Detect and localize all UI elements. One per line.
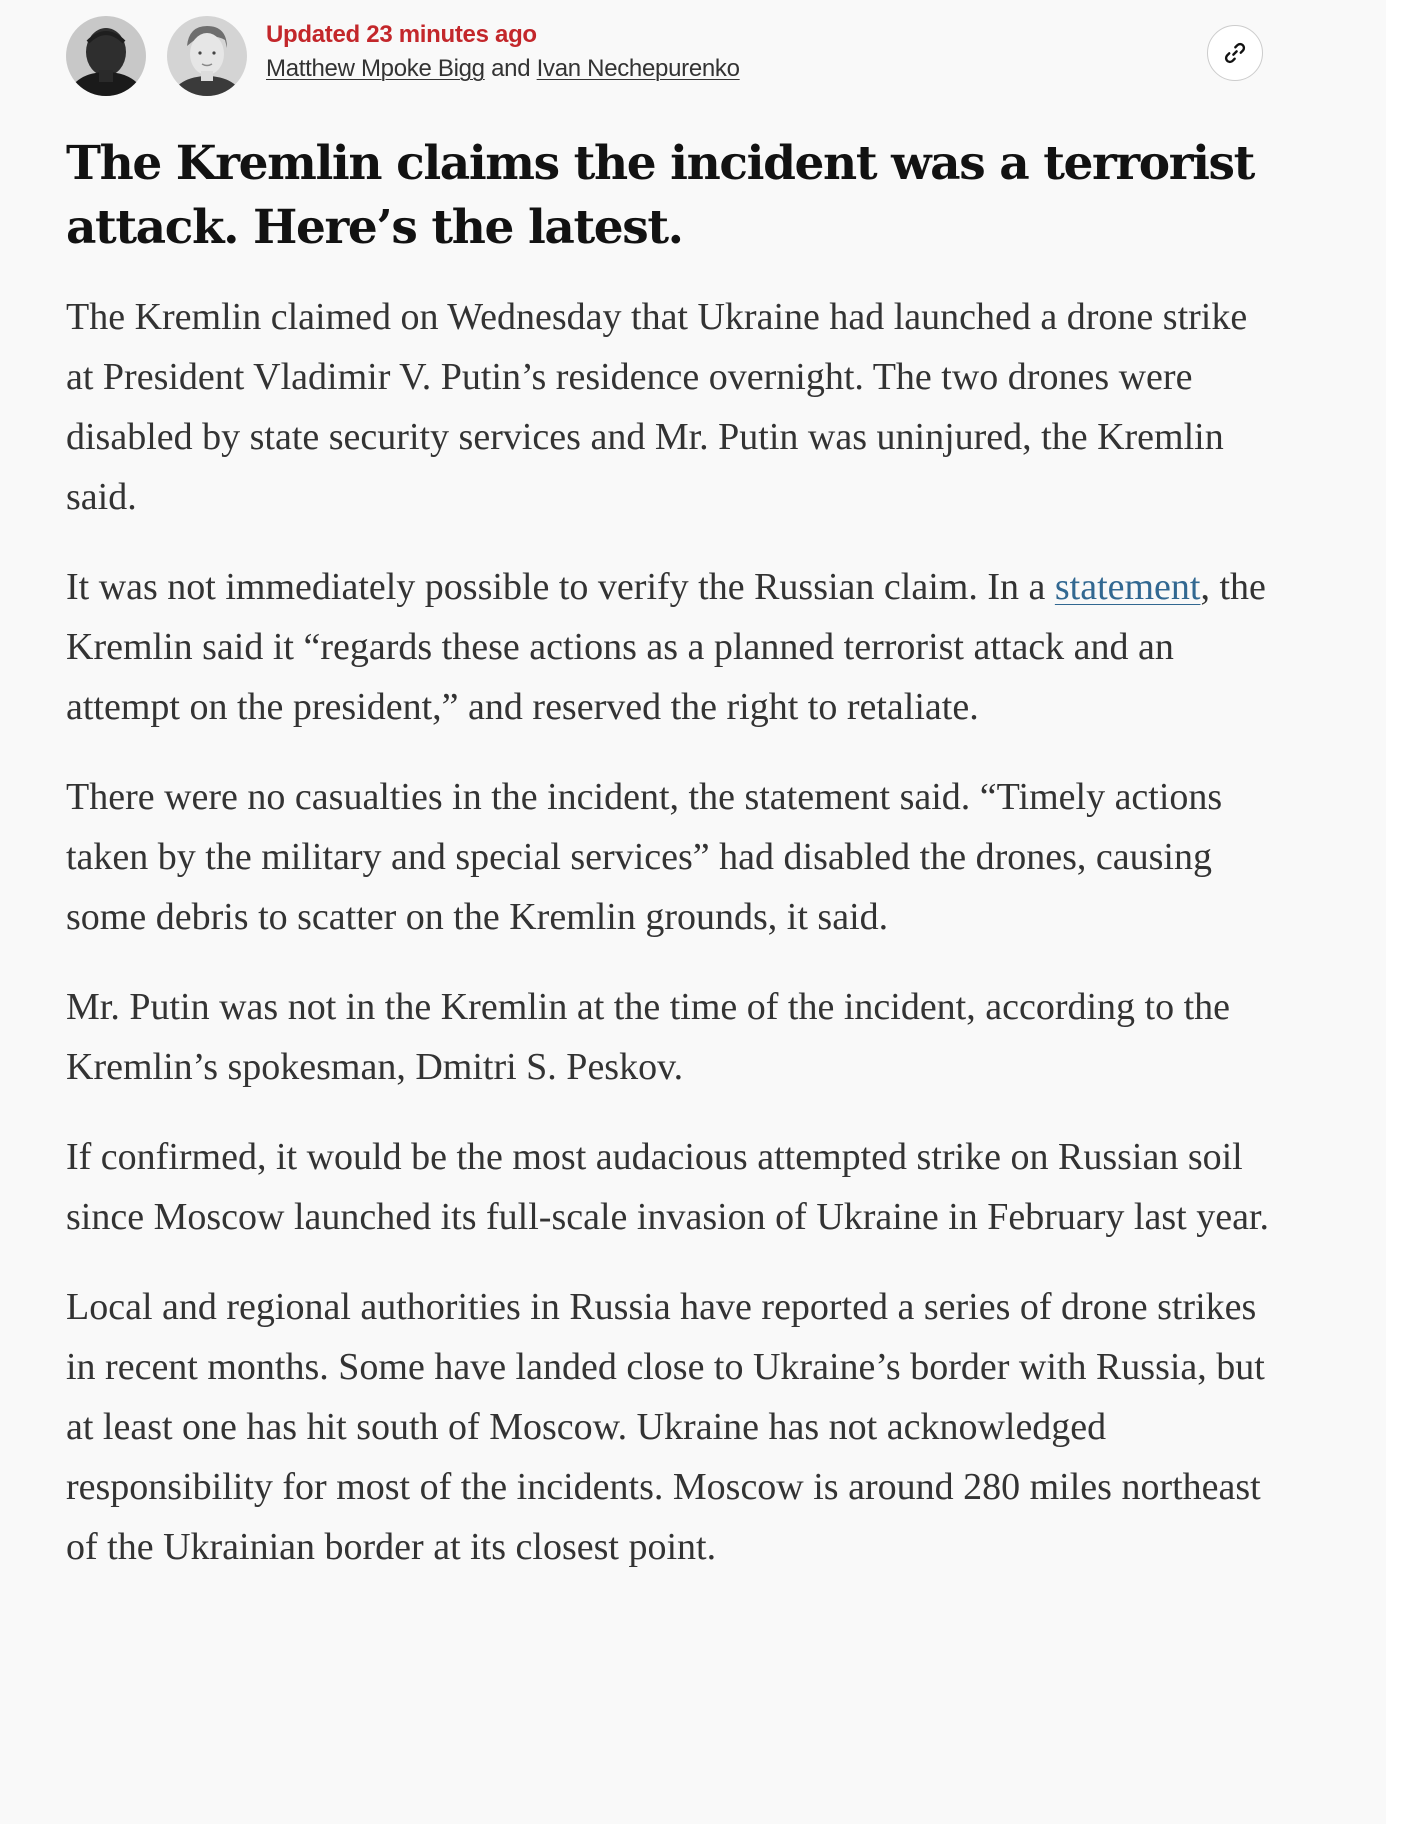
author-link-matthew[interactable]: Matthew Mpoke Bigg [266,55,485,82]
statement-link[interactable]: statement [1054,566,1201,608]
updated-timestamp: Updated 23 minutes ago [266,21,537,48]
author-avatar-ivan[interactable] [167,16,247,96]
article-paragraph-1: The Kremlin claimed on Wednesday that Ukraine had launched a drone strike at President Vladimir V. Putin’s residence overnight. The two drones were disabled by state security services and Mr. Putin was uninjured, the Kremlin said. [66,296,1248,518]
article-paragraph-6: Local and regional authorities in Russia have reported a series of drone strikes in recent months. Some have landed close to Ukraine’s border with Russia, but at least one has hit south of Moscow. Ukraine has not acknowledged responsibility for most of the incidents. Moscow is around 280 miles northeast of the Ukrainian border at its closest point. [66,1286,1265,1568]
article-body [66,287,1281,1607]
byline-row [66,16,1266,96]
author-photo [66,16,146,96]
author-link-ivan[interactable]: Ivan Nechepurenko [536,55,740,82]
article-paragraph-3: There were no casualties in the incident, the statement said. “Timely actions taken by the military and special services” had disabled the drones, causing some debris to scatter on the Kremlin grounds, it said. [66,776,1223,938]
article-headline: The Kremlin claims the incident was a terrorist attack. Here’s the latest. [66,136,1254,255]
article-paragraph-5: If confirmed, it would be the most audacious attempted strike on Russian soil since Moscow launched its full-scale invasion of Ukraine in February last year. [66,1136,1269,1238]
paragraph-text: It was not immediately possible to verify the Russian claim. In a [66,566,1055,608]
author-list [266,52,740,86]
article-paragraph-2 [66,557,1281,737]
author-separator: and [491,55,531,82]
article-paragraph-4: Mr. Putin was not in the Kremlin at the time of the incident, according to the Kremlin’s spokesman, Dmitri S. Peskov. [66,986,1231,1088]
copy-link-button[interactable] [1207,25,1263,81]
paragraph-text: , the Kremlin said it “regards these actions as a planned terrorist attack and an attempt on the president,” and reserved the right to retaliate. [66,566,1266,728]
author-avatar-matthew[interactable] [66,16,146,96]
byline-text [266,18,740,86]
link-icon [1222,40,1248,66]
author-photo [167,16,247,96]
